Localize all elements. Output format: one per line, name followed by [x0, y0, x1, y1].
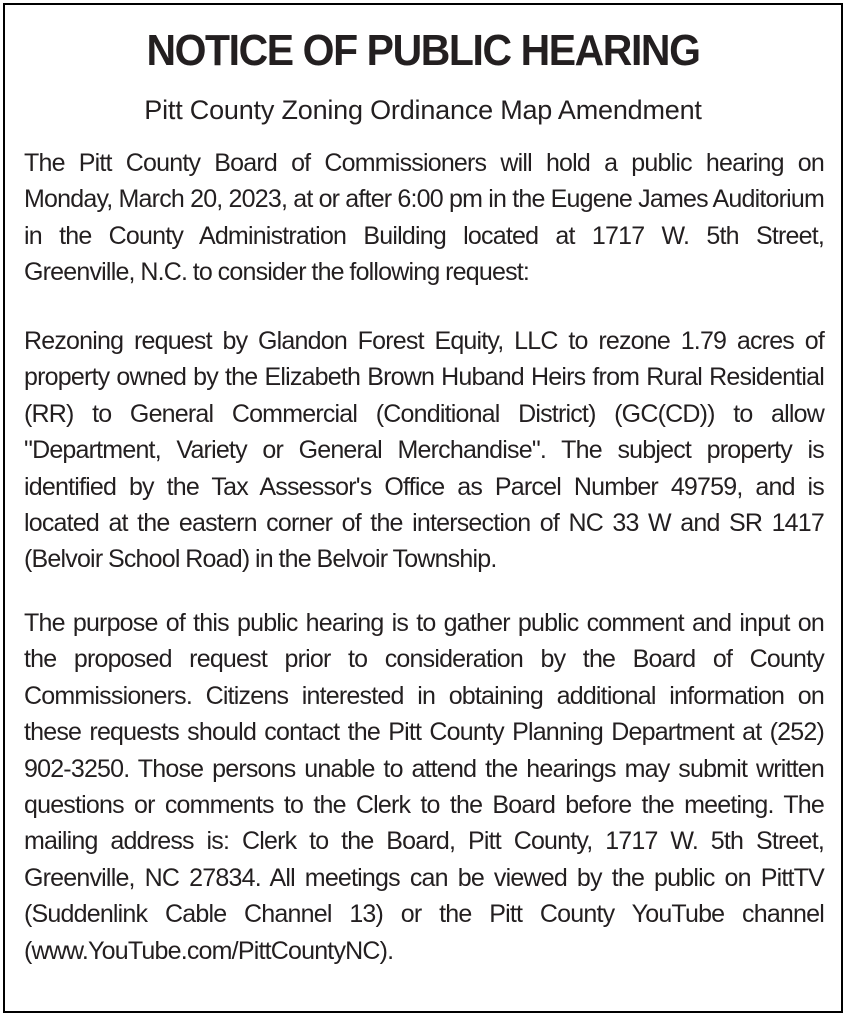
notice-title: NOTICE OF PUBLIC HEARING	[146, 26, 700, 75]
hearing-purpose-paragraph: The purpose of this public hearing is to gather public comment and input on the proposed request prior to consideration by the Board of County Commissioners. Citizens interested in obtaining additional information on these requests should contact the Pitt County Planning Department at (252) 902-3250. Those persons unable to attend the hearings may submit written questions or comments to the Clerk to the Board before the meeting. The mailing address is: Clerk to the Board, Pitt County, 1717 W. 5th Street, Greenville, NC 27834. All meetings can be viewed by the public on PittTV (Suddenlink Cable Channel 13) or the Pitt County YouTube channel (www.YouTube.com/PittCountyNC).	[24, 609, 824, 965]
rezoning-request-paragraph: Rezoning request by Glandon Forest Equity, LLC to rezone 1.79 acres of property owned by the Elizabeth Brown Huband Heirs from Rural Residential (RR) to General Commercial (Conditional District) (GC(CD)) to allow "Department, Variety or General Merchandise". The subject property is identified by the Tax Assessor's Office as Parcel Number 49759, and is located at the eastern corner of the intersection of NC 33 W and SR 1417 (Belvoir School Road) in the Belvoir Township.	[24, 327, 824, 574]
public-hearing-notice	[3, 3, 843, 1013]
hearing-details-paragraph: The Pitt County Board of Commissioners will hold a public hearing on Monday, March 20, 2023, at or after 6:00 pm in the Eugene James Auditorium in the County Administration Building located at 1717 W. 5th Street, Greenville, N.C. to consider the following request:	[24, 149, 824, 287]
notice-subtitle: Pitt County Zoning Ordinance Map Amendment	[144, 95, 702, 125]
